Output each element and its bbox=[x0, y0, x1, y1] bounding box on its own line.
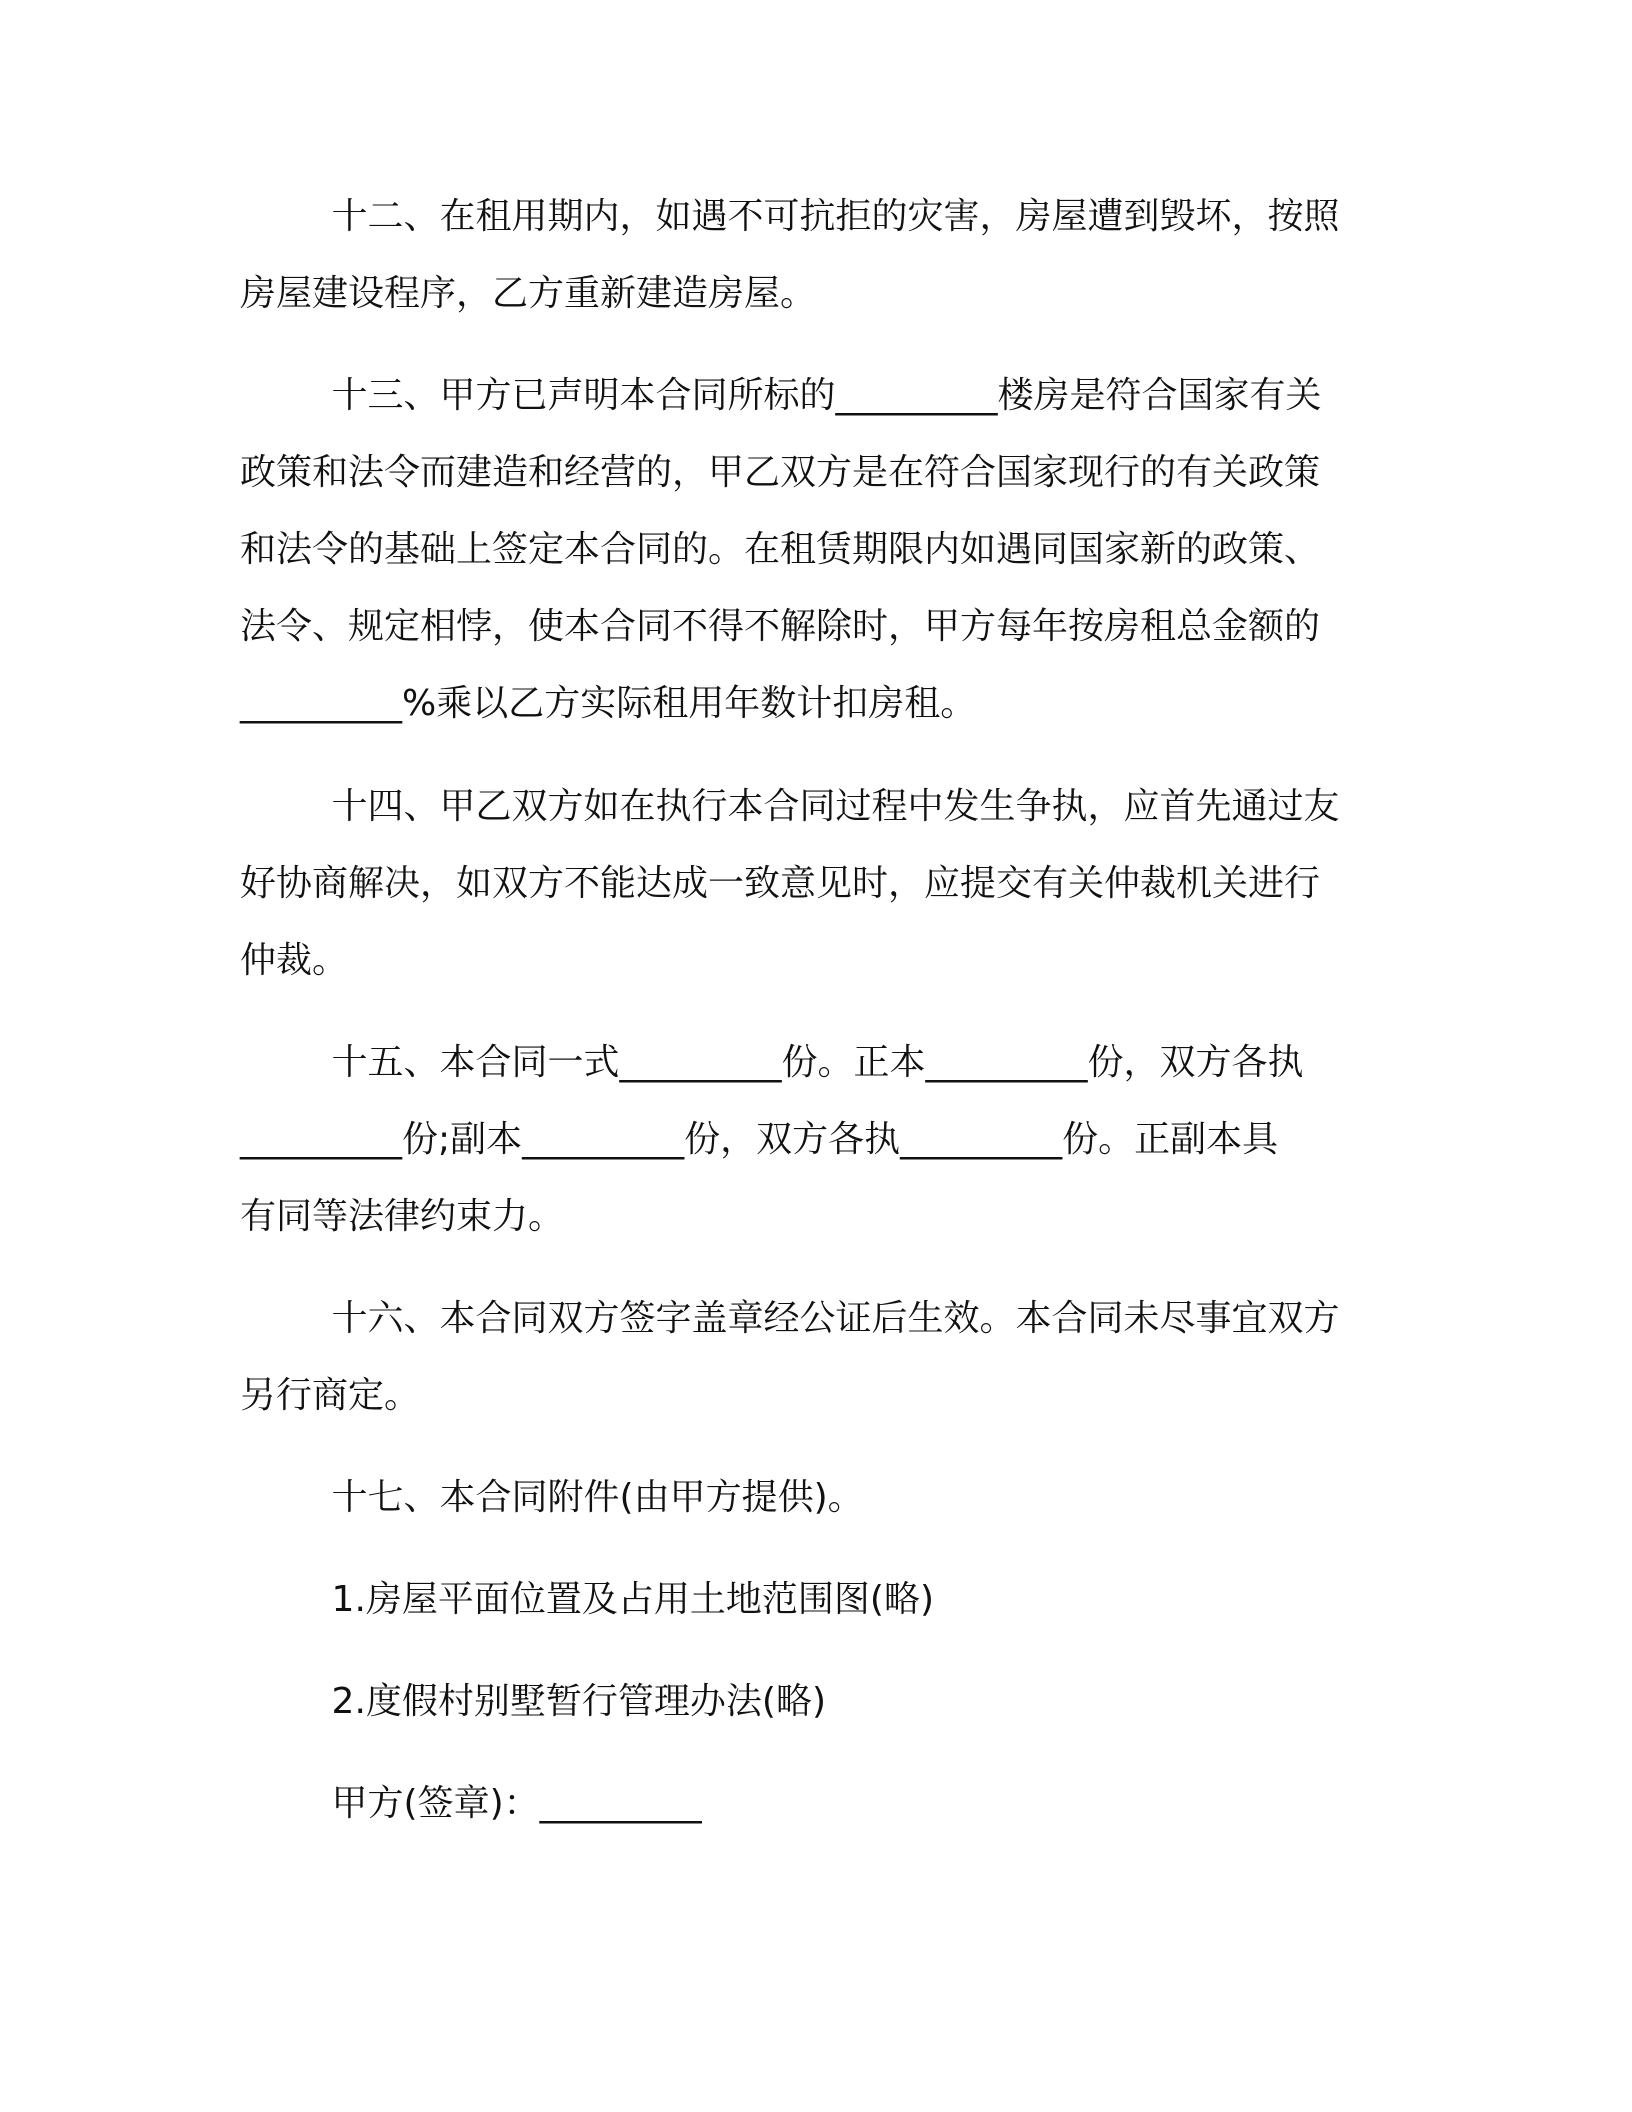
clause-16-line-1: 十六、本合同双方签字盖章经公证后生效。本合同未尽事宜双方 bbox=[240, 1298, 1340, 1339]
party-a-signature: 甲方(签章)：_________ bbox=[240, 1783, 702, 1824]
clause-12-line-1: 十二、在租用期内，如遇不可抗拒的灾害，房屋遭到毁坏，按照 bbox=[240, 196, 1340, 237]
clause-13-line-2: 政策和法令而建造和经营的，甲乙双方是在符合国家现行的有关政策 bbox=[240, 452, 1321, 493]
clause-13-line-4: 法令、规定相悖，使本合同不得不解除时，甲方每年按房租总金额的 bbox=[240, 606, 1321, 647]
clause-14-line-1: 十四、甲乙双方如在执行本合同过程中发生争执，应首先通过友 bbox=[240, 786, 1340, 827]
clause-15-line-2: _________份;副本_________份，双方各执_________份。正副本具 bbox=[240, 1119, 1279, 1160]
clause-13-line-5: _________%乘以乙方实际租用年数计扣房租。 bbox=[240, 683, 977, 724]
clause-12-line-2: 房屋建设程序，乙方重新建造房屋。 bbox=[240, 273, 817, 314]
attachment-1: 1.房屋平面位置及占用土地范围图(略) bbox=[240, 1579, 934, 1620]
clause-16-line-2: 另行商定。 bbox=[240, 1375, 421, 1416]
clause-15-line-3: 有同等法律约束力。 bbox=[240, 1196, 565, 1237]
clause-13-line-1: 十三、甲方已声明本合同所标的_________楼房是符合国家有关 bbox=[240, 375, 1322, 416]
clause-17-line-1: 十七、本合同附件(由甲方提供)。 bbox=[240, 1477, 864, 1518]
attachment-2: 2.度假村别墅暂行管理办法(略) bbox=[240, 1681, 826, 1722]
clause-13-line-3: 和法令的基础上签定本合同的。在租赁期限内如遇同国家新的政策、 bbox=[240, 529, 1321, 570]
clause-14-line-3: 仲裁。 bbox=[240, 940, 349, 981]
clause-15-line-1: 十五、本合同一式_________份。正本_________份，双方各执 bbox=[240, 1042, 1304, 1083]
clause-14-line-2: 好协商解决，如双方不能达成一致意见时，应提交有关仲裁机关进行 bbox=[240, 863, 1321, 904]
